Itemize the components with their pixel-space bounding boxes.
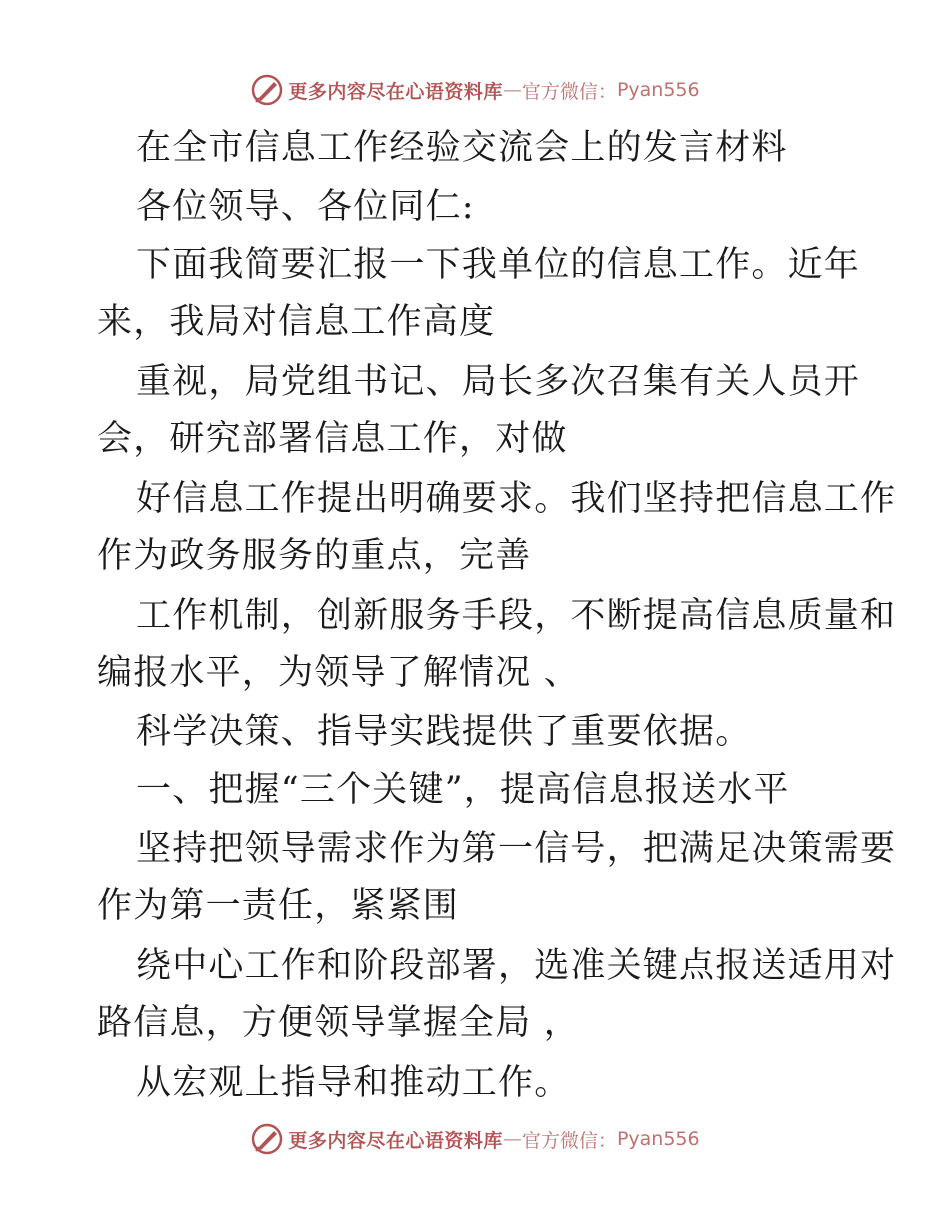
salutation: 各位领导、各位同仁:: [136, 187, 475, 227]
paragraph-line: 下面我简要汇报一下我单位的信息工作。近年: [136, 245, 861, 285]
paragraph-line: 来，我局对信息工作高度: [97, 302, 496, 342]
paragraph-line: 编报水平，为领导了解情况 、: [97, 653, 580, 693]
quill-pen-logo-icon: [250, 73, 284, 107]
footer-banner: [0, 1119, 950, 1159]
banner-main-text: 更多内容尽在心语资料库: [288, 80, 503, 103]
banner-account: Pyan556: [616, 1128, 700, 1150]
paragraph-line: 科学决策、指导实践提供了重要依据。: [136, 712, 752, 752]
paragraph-line: 坚持把领导需求作为第一信号，把满足决策需要: [136, 829, 897, 869]
paragraph-line: 工作机制，创新服务手段，不断提高信息质量和: [136, 596, 897, 636]
document-title: 在全市信息工作经验交流会上的发言材料: [136, 128, 788, 168]
banner-sub-text: 官方微信：: [521, 1129, 617, 1152]
paragraph-line: 作为第一责任，紧紧围: [97, 886, 460, 926]
paragraph-line: 重视，局党组书记、局长多次召集有关人员开: [136, 362, 861, 402]
section-heading: 一、把握“三个关键”，提高信息报送水平: [136, 770, 790, 810]
banner-separator: —: [502, 1128, 522, 1150]
paragraph-line: 从宏观上指导和推动工作。: [136, 1063, 571, 1103]
paragraph-line: 好信息工作提出明确要求。我们坚持把信息工作: [136, 479, 897, 519]
paragraph-line: 路信息，方便领导掌握全局 ，: [97, 1003, 580, 1043]
banner-main-text: 更多内容尽在心语资料库: [288, 1129, 503, 1152]
banner-sub-text: 官方微信：: [521, 80, 617, 103]
paragraph-line: 会，研究部署信息工作，对做: [97, 419, 568, 459]
banner-account: Pyan556: [616, 79, 700, 101]
quill-pen-logo-icon: [250, 1122, 284, 1156]
header-banner: [0, 70, 950, 110]
paragraph-line: 绕中心工作和阶段部署，选准关键点报送适用对: [136, 946, 897, 986]
paragraph-line: 作为政务服务的重点，完善: [97, 536, 532, 576]
banner-separator: —: [502, 79, 522, 101]
